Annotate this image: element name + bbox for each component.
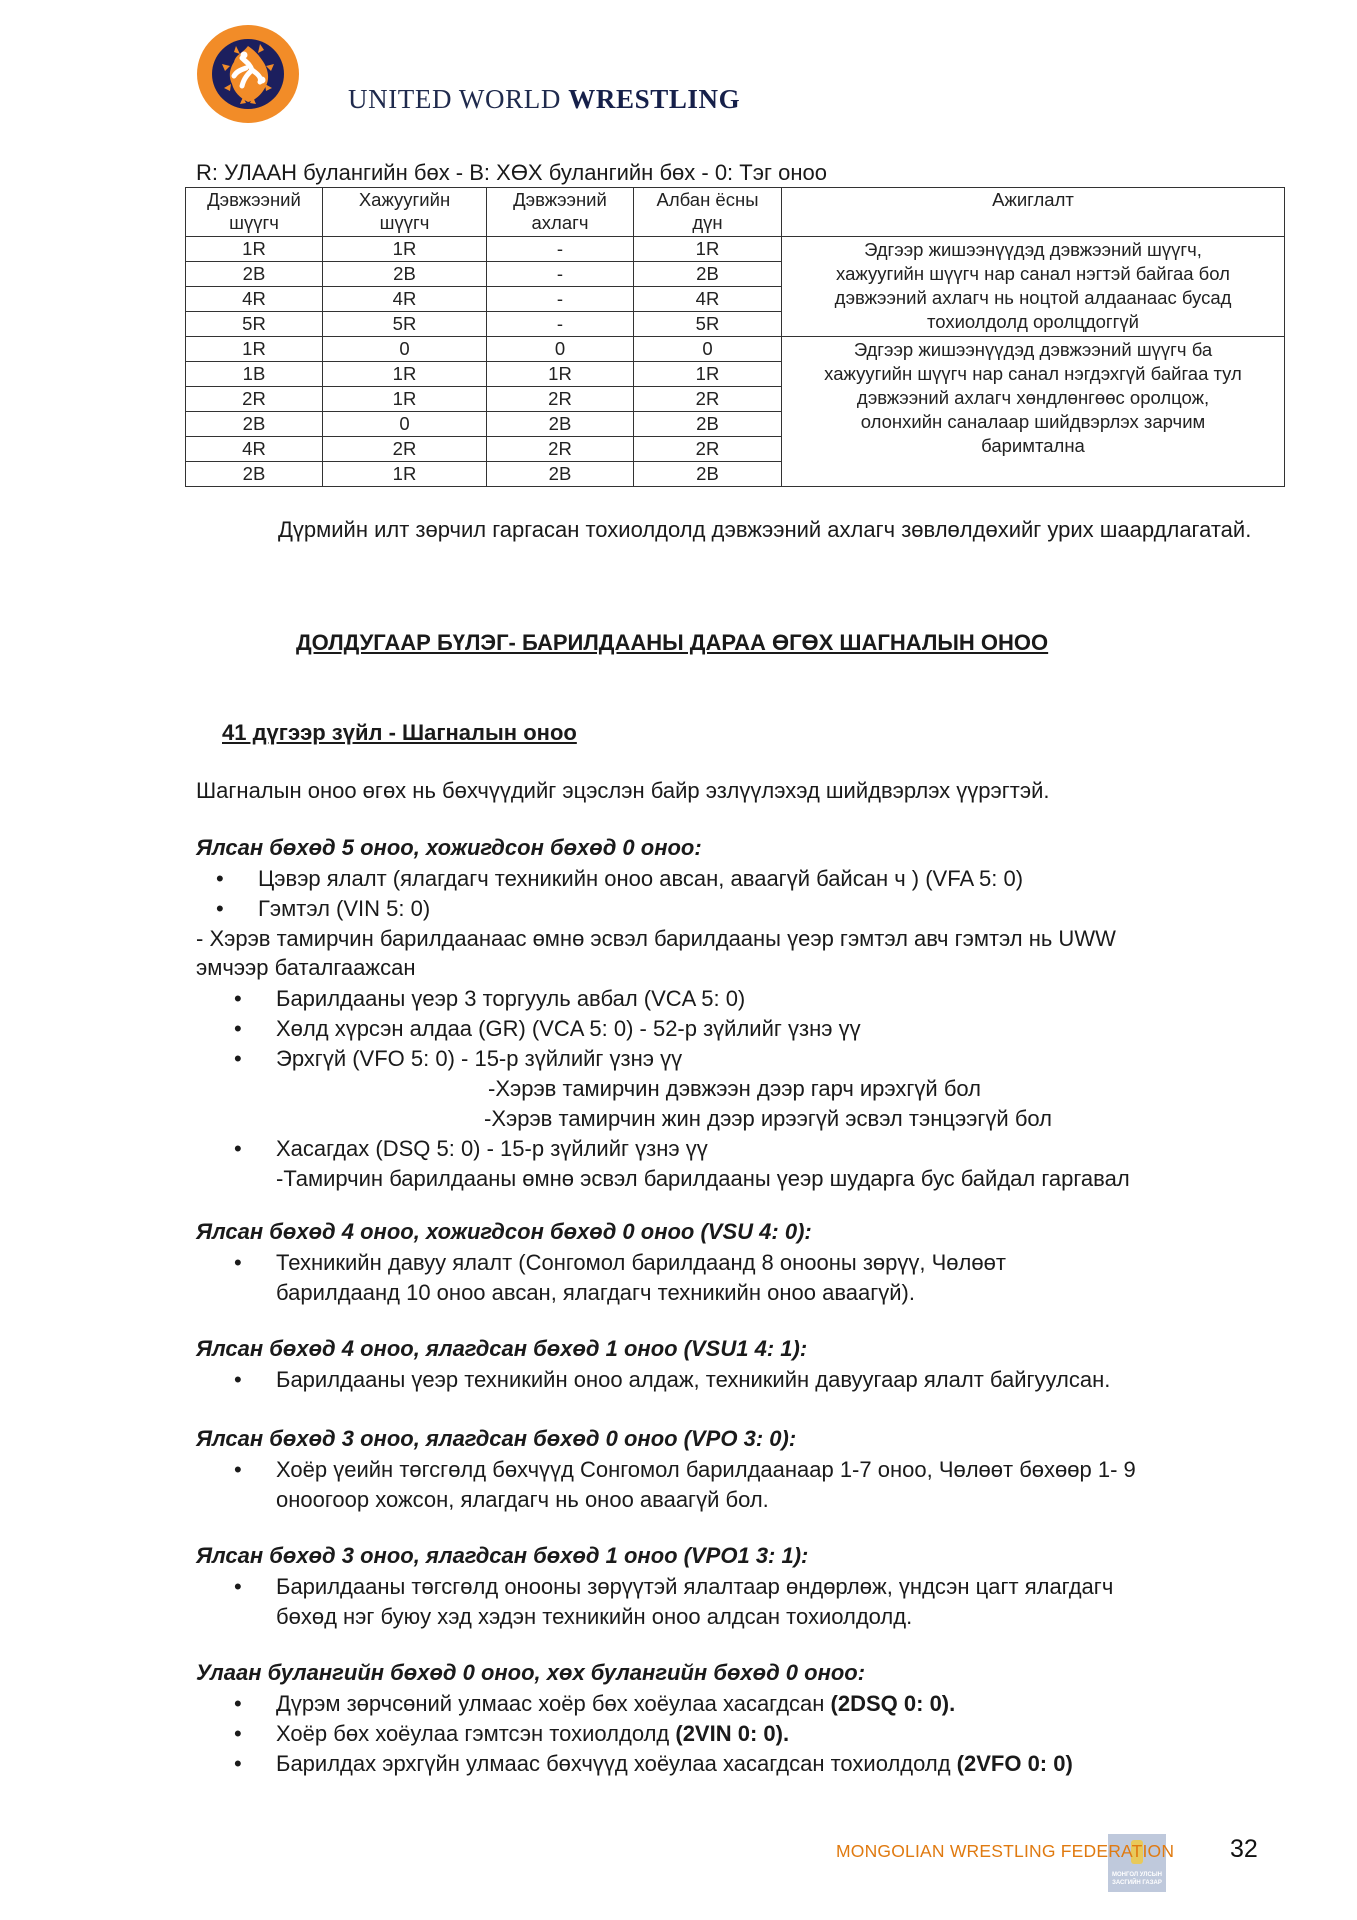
list-item-continuation: барилдаанд 10 оноо авсан, ялагдагч техникийн оноо аваагүй). [276,1280,915,1305]
stamp-text: ЗАСГИЙН ГАЗАР [1112,1880,1162,1886]
intro-text: Шагналын оноо өгөх нь бөхчүүдийг эцэслэн байр эзлүүлэхэд шийдвэрлэх үүрэгтэй. [196,778,1050,803]
bullet-icon: • [234,1721,242,1746]
group-heading-vpo1: Ялсан бөхөд 3 оноо, ялагдсан бөхөд 1 оноо (VPO1 3: 1): [196,1543,809,1568]
org-name-regular: UNITED WORLD [348,84,569,114]
list-item-continuation: оноогоор хожсон, ялагдагч нь оноо аваагүй бол. [276,1487,769,1512]
cell: - [487,312,634,337]
cell: 1R [186,337,323,362]
cell: 5R [323,312,487,337]
table-legend: R: УЛААН булангийн бөх - В: ХӨХ булангийн бөх - 0: Тэг оноо [196,160,827,185]
bullet-icon: • [234,1574,242,1599]
cell: 0 [487,337,634,362]
table-row [186,337,1285,362]
page-number: 32 [1230,1835,1258,1863]
observation-cell-disagreement: Эдгээр жишээнүүдэд дэвжээний шүүгч ба хажуугийн шүүгч нар санал нэгдэхгүй байгаа тул дэвжээний ахлагч хөндлөнгөөс оролцож, олонхийн саналаар шийдвэрлэх зарчим баримтална [782,337,1285,487]
header-side-judge: Хажуугийн шүүгч [323,188,487,237]
bullet-icon: • [234,1457,242,1482]
cell: 2R [634,387,782,412]
cell: 2B [634,462,782,487]
group-heading-double: Улаан булангийн бөхөд 0 оноо, хөх булангийн бөхөд 0 оноо: [196,1660,866,1685]
bullet-icon: • [234,1046,242,1071]
header-mat-judge: Дэвжээний шүүгч [186,188,323,237]
cell: 2R [186,387,323,412]
sub-item: -Хэрэв тамирчин жин дээр ирээгүй эсвэл тэнцээгүй бол [484,1106,1053,1131]
bullet-icon: • [234,1751,242,1776]
stamp-text: МОНГОЛ УЛСЫН [1112,1872,1162,1878]
organization-name [348,84,740,115]
org-name-bold: WRESTLING [568,84,741,114]
scoring-table [185,187,1285,487]
cell: 1R [323,462,487,487]
cell: 2B [186,412,323,437]
cell: 1R [323,362,487,387]
group-heading-vsu1: Ялсан бөхөд 4 оноо, ялагдсан бөхөд 1 оноо (VSU1 4: 1): [196,1336,808,1361]
cell: 2B [634,262,782,287]
cell: 2B [323,262,487,287]
cell: 0 [323,412,487,437]
cell: 5R [186,312,323,337]
note-paragraph: Дүрмийн илт зөрчил гаргасан тохиолдолд дэвжээний ахлагч зөвлөлдөхийг урих шаардлагатай. [278,517,1252,542]
table-header-row [186,188,1285,237]
cell: 2R [487,387,634,412]
cell: 2B [487,412,634,437]
group-heading-vsu: Ялсан бөхөд 4 оноо, хожигдсон бөхөд 0 оноо (VSU 4: 0): [196,1219,812,1244]
bullet-icon: • [234,1367,242,1392]
group-heading-vfa: Ялсан бөхөд 5 оноо, хожигдсон бөхөд 0 оноо: [196,835,702,860]
cell: 1R [634,237,782,262]
bullet-icon: • [234,986,242,1011]
cell: 2R [487,437,634,462]
group-heading-vpo: Ялсан бөхөд 3 оноо, ялагдсан бөхөд 0 оноо (VPO 3: 0): [196,1426,797,1451]
cell: 2B [186,262,323,287]
bullet-icon: • [216,866,224,891]
cell: 2R [634,437,782,462]
cell: 1R [323,387,487,412]
cell: 1B [186,362,323,387]
cell: 5R [634,312,782,337]
header-mat-chairman: Дэвжээний ахлагч [487,188,634,237]
cell: 0 [634,337,782,362]
cell: 4R [186,437,323,462]
cell: 2B [186,462,323,487]
cell: - [487,287,634,312]
section-title: ДОЛДУГААР БҮЛЭГ- БАРИЛДААНЫ ДАРАА ӨГӨХ ШАГНАЛЫН ОНОО [296,630,1049,655]
bullet-icon: • [234,1691,242,1716]
cell: 4R [634,287,782,312]
cell: 4R [323,287,487,312]
cell: - [487,262,634,287]
sub-item: -Хэрэв тамирчин дэвжээн дээр гарч ирэхгүй бол [488,1076,982,1101]
cell: 1R [186,237,323,262]
article-title: 41 дүгээр зүйл - Шагналын оноо [222,720,577,745]
footer-organization: MONGOLIAN WRESTLING FEDERATION [836,1841,1175,1861]
injury-note-line-1: - Хэрэв тамирчин барилдаанаас өмнө эсвэл барилдааны үеэр гэмтэл авч гэмтэл нь UWW [196,926,1116,951]
bullet-icon: • [234,1250,242,1275]
cell: 1R [487,362,634,387]
header-observation: Ажиглалт [782,188,1285,237]
injury-note-line-2: эмчээр баталгаажсан [196,955,416,980]
cell: 2B [487,462,634,487]
cell: 1R [634,362,782,387]
cell: - [487,237,634,262]
uww-logo-icon [196,24,300,124]
cell: 4R [186,287,323,312]
bullet-icon: • [216,896,224,921]
cell: 0 [323,337,487,362]
cell: 2B [634,412,782,437]
header-official-result: Албан ёсны дүн [634,188,782,237]
cell: 1R [323,237,487,262]
observation-cell-agreement: Эдгээр жишээнүүдэд дэвжээний шүүгч, хажуугийн шүүгч нар санал нэгтэй байгаа бол дэвжээний ахлагч нь ноцтой алдаанаас бусад тохиолдолд оролцдоггүй [782,237,1285,337]
list-item-continuation: бөхөд нэг буюу хэд хэдэн техникийн оноо алдсан тохиолдолд. [276,1604,913,1629]
sub-item: -Тамирчин барилдааны өмнө эсвэл барилдааны үеэр шударга бус байдал гаргавал [276,1166,1130,1191]
bullet-icon: • [234,1136,242,1161]
table-row [186,237,1285,262]
cell: 2R [323,437,487,462]
bullet-icon: • [234,1016,242,1041]
